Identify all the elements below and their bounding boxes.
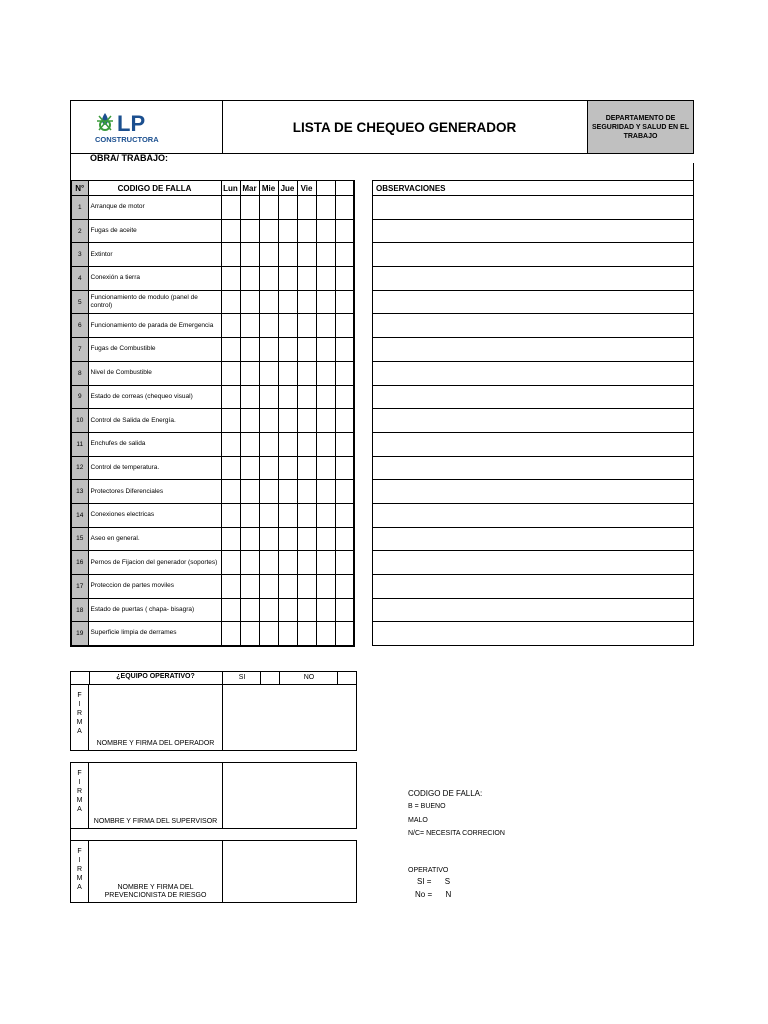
left-divider [70, 154, 71, 181]
table-row [71, 622, 354, 646]
day-check-cell[interactable] [335, 290, 354, 314]
row-label: Extintor [88, 243, 221, 267]
observation-row [373, 527, 694, 551]
obra-label: OBRA/ TRABAJO: [90, 153, 168, 163]
operativo-no-box[interactable] [337, 672, 357, 684]
day-check-cell[interactable] [316, 267, 335, 291]
day-check-cell[interactable] [240, 622, 259, 646]
row-label: Estado de puertas ( chapa- bisagra) [88, 598, 221, 622]
day-check-cell[interactable] [297, 243, 316, 267]
day-check-cell[interactable] [335, 503, 354, 527]
day-check-cell[interactable] [221, 551, 240, 575]
day-check-cell[interactable] [259, 314, 278, 338]
day-check-cell[interactable] [240, 598, 259, 622]
day-check-cell[interactable] [316, 575, 335, 599]
day-check-cell[interactable] [278, 456, 297, 480]
day-check-cell[interactable] [316, 290, 335, 314]
row-number: 5 [71, 290, 88, 314]
day-check-cell[interactable] [240, 361, 259, 385]
row-number: 11 [71, 432, 88, 456]
day-check-cell[interactable] [278, 385, 297, 409]
day-check-cell[interactable] [316, 338, 335, 362]
day-check-cell[interactable] [240, 456, 259, 480]
observation-cell[interactable] [373, 432, 694, 456]
firma-prevencionista-box[interactable] [222, 841, 357, 902]
observation-cell[interactable] [373, 314, 694, 338]
row-number: 6 [71, 314, 88, 338]
day-check-cell[interactable] [297, 456, 316, 480]
observations-header: OBSERVACIONES [373, 181, 694, 196]
table-row [71, 503, 354, 527]
row-number: 14 [71, 503, 88, 527]
observation-row [373, 598, 694, 622]
day-check-cell[interactable] [297, 338, 316, 362]
day-check-cell[interactable] [259, 409, 278, 433]
day-check-cell[interactable] [259, 196, 278, 220]
firma-operador-box[interactable] [222, 685, 357, 750]
day-check-cell[interactable] [335, 267, 354, 291]
day-check-cell[interactable] [335, 361, 354, 385]
day-check-cell[interactable] [259, 598, 278, 622]
day-check-cell[interactable] [278, 622, 297, 646]
day-check-cell[interactable] [278, 314, 297, 338]
firma-vertical-label: F I R M A [71, 763, 89, 828]
observation-cell[interactable] [373, 480, 694, 504]
day-check-cell[interactable] [259, 432, 278, 456]
observation-cell[interactable] [373, 196, 694, 220]
observation-cell[interactable] [373, 622, 694, 646]
observation-cell[interactable] [373, 338, 694, 362]
table-row [71, 219, 354, 243]
day-check-cell[interactable] [240, 409, 259, 433]
observation-row [373, 409, 694, 433]
day-check-cell[interactable] [297, 409, 316, 433]
observation-cell[interactable] [373, 361, 694, 385]
observation-row [373, 243, 694, 267]
day-check-cell[interactable] [259, 480, 278, 504]
day-check-cell[interactable] [259, 290, 278, 314]
day-check-cell[interactable] [335, 338, 354, 362]
row-label: Proteccion de partes moviles [88, 575, 221, 599]
day-check-cell[interactable] [316, 527, 335, 551]
observation-cell[interactable] [373, 527, 694, 551]
day-check-cell[interactable] [278, 527, 297, 551]
observation-cell[interactable] [373, 219, 694, 243]
table-row [71, 385, 354, 409]
day-check-cell[interactable] [316, 409, 335, 433]
row-label: Superficie limpia de derrames [88, 622, 221, 646]
day-check-cell[interactable] [259, 338, 278, 362]
table-row [71, 598, 354, 622]
table-row [71, 527, 354, 551]
day-check-cell[interactable] [259, 622, 278, 646]
row-label: Nivel de Combustible [88, 361, 221, 385]
observation-row [373, 314, 694, 338]
day-check-cell[interactable] [278, 432, 297, 456]
col-day-header: Mar [240, 181, 259, 196]
observation-row [373, 267, 694, 291]
day-check-cell[interactable] [221, 527, 240, 551]
observation-cell[interactable] [373, 243, 694, 267]
day-check-cell[interactable] [278, 290, 297, 314]
row-label: Fugas de aceite [88, 219, 221, 243]
table-row [71, 551, 354, 575]
day-check-cell[interactable] [278, 575, 297, 599]
observation-row [373, 338, 694, 362]
col-code-header: CODIGO DE FALLA [88, 181, 221, 196]
day-check-cell[interactable] [240, 432, 259, 456]
day-check-cell[interactable] [335, 456, 354, 480]
table-row [71, 575, 354, 599]
row-number: 10 [71, 409, 88, 433]
firma-prevencionista-block [70, 840, 357, 903]
day-check-cell[interactable] [240, 290, 259, 314]
row-label: Protectores Diferenciales [88, 480, 221, 504]
checklist-table [70, 180, 355, 647]
day-check-cell[interactable] [335, 432, 354, 456]
day-check-cell[interactable] [278, 219, 297, 243]
day-check-cell[interactable] [335, 575, 354, 599]
day-check-cell[interactable] [240, 219, 259, 243]
day-check-cell[interactable] [278, 480, 297, 504]
day-check-cell[interactable] [316, 456, 335, 480]
day-check-cell[interactable] [221, 219, 240, 243]
firma-vertical-label: F I R M A [71, 841, 89, 902]
table-row [71, 480, 354, 504]
day-check-cell[interactable] [297, 267, 316, 291]
day-check-cell[interactable] [259, 219, 278, 243]
firma-operador-label: NOMBRE Y FIRMA DEL OPERADOR [96, 740, 215, 747]
firma-vertical-label: F I R M A [71, 685, 89, 750]
day-check-cell[interactable] [278, 361, 297, 385]
right-divider [693, 163, 694, 181]
day-check-cell[interactable] [259, 551, 278, 575]
row-number: 19 [71, 622, 88, 646]
legend-necesita-correcion: N/C= NECESITA CORRECION [408, 830, 505, 837]
col-day-header [335, 181, 354, 196]
day-check-cell[interactable] [297, 551, 316, 575]
checklist-header-row [71, 181, 354, 196]
observation-cell[interactable] [373, 409, 694, 433]
day-check-cell[interactable] [297, 196, 316, 220]
day-check-cell[interactable] [278, 598, 297, 622]
day-check-cell[interactable] [221, 598, 240, 622]
day-check-cell[interactable] [221, 432, 240, 456]
col-day-header [316, 181, 335, 196]
day-check-cell[interactable] [316, 219, 335, 243]
day-check-cell[interactable] [221, 503, 240, 527]
observation-cell[interactable] [373, 290, 694, 314]
day-check-cell[interactable] [259, 503, 278, 527]
col-num-header: N° [71, 181, 88, 196]
observation-row [373, 290, 694, 314]
company-logo [71, 101, 223, 153]
day-check-cell[interactable] [335, 219, 354, 243]
day-check-cell[interactable] [297, 480, 316, 504]
day-check-cell[interactable] [221, 243, 240, 267]
day-check-cell[interactable] [259, 527, 278, 551]
legend-no: No = N [415, 890, 452, 899]
legend-si: SI = S [417, 877, 451, 886]
legend-malo: MALO [408, 817, 428, 824]
day-check-cell[interactable] [278, 551, 297, 575]
logo-subtext: CONSTRUCTORA [95, 135, 159, 144]
day-check-cell[interactable] [221, 456, 240, 480]
day-check-cell[interactable] [335, 551, 354, 575]
day-check-cell[interactable] [297, 290, 316, 314]
day-check-cell[interactable] [240, 503, 259, 527]
day-check-cell[interactable] [221, 480, 240, 504]
observation-row [373, 503, 694, 527]
day-check-cell[interactable] [240, 575, 259, 599]
row-number: 16 [71, 551, 88, 575]
day-check-cell[interactable] [297, 503, 316, 527]
table-row [71, 267, 354, 291]
table-row [71, 314, 354, 338]
day-check-cell[interactable] [259, 267, 278, 291]
col-day-header: Mie [259, 181, 278, 196]
day-check-cell[interactable] [335, 622, 354, 646]
day-check-cell[interactable] [297, 219, 316, 243]
day-check-cell[interactable] [297, 314, 316, 338]
department-label: DEPARTAMENTO DE SEGURIDAD Y SALUD EN EL TRABAJO [587, 101, 693, 153]
day-check-cell[interactable] [316, 314, 335, 338]
observation-row [373, 575, 694, 599]
legend-bueno: B = BUENO [408, 803, 446, 810]
row-label: Control de Salida de Energía. [88, 409, 221, 433]
row-label: Control de temperatura. [88, 456, 221, 480]
row-label: Aseo en general. [88, 527, 221, 551]
observation-row [373, 480, 694, 504]
day-check-cell[interactable] [221, 622, 240, 646]
row-number: 3 [71, 243, 88, 267]
operativo-no-label: NO [279, 672, 338, 684]
observation-cell[interactable] [373, 503, 694, 527]
day-check-cell[interactable] [297, 361, 316, 385]
day-check-cell[interactable] [259, 243, 278, 267]
row-label: Fugas de Combustible [88, 338, 221, 362]
operativo-row [70, 671, 357, 685]
day-check-cell[interactable] [240, 385, 259, 409]
day-check-cell[interactable] [240, 527, 259, 551]
day-check-cell[interactable] [221, 196, 240, 220]
observation-cell[interactable] [373, 267, 694, 291]
observation-row [373, 456, 694, 480]
day-check-cell[interactable] [335, 598, 354, 622]
day-check-cell[interactable] [259, 456, 278, 480]
observation-cell[interactable] [373, 575, 694, 599]
observation-row [373, 622, 694, 646]
legend-title: CODIGO DE FALLA: [408, 789, 483, 798]
day-check-cell[interactable] [316, 361, 335, 385]
day-check-cell[interactable] [335, 527, 354, 551]
day-check-cell[interactable] [240, 196, 259, 220]
day-check-cell[interactable] [278, 338, 297, 362]
day-check-cell[interactable] [240, 267, 259, 291]
observation-cell[interactable] [373, 385, 694, 409]
operativo-question: ¿EQUIPO OPERATIVO? [116, 673, 195, 680]
observation-cell[interactable] [373, 598, 694, 622]
observation-row [373, 361, 694, 385]
row-number: 7 [71, 338, 88, 362]
day-check-cell[interactable] [221, 409, 240, 433]
row-number: 18 [71, 598, 88, 622]
row-number: 15 [71, 527, 88, 551]
day-check-cell[interactable] [259, 361, 278, 385]
firma-supervisor-box[interactable] [222, 763, 357, 828]
day-check-cell[interactable] [297, 527, 316, 551]
day-check-cell[interactable] [221, 314, 240, 338]
day-check-cell[interactable] [221, 385, 240, 409]
table-row [71, 290, 354, 314]
row-label: Conexiones electricas [88, 503, 221, 527]
row-number: 17 [71, 575, 88, 599]
row-label: Estado de correas (chequeo visual) [88, 385, 221, 409]
day-check-cell[interactable] [335, 385, 354, 409]
table-row [71, 196, 354, 220]
day-check-cell[interactable] [259, 385, 278, 409]
observation-row [373, 385, 694, 409]
row-label: Pernos de Fijacion del generador (soportes) [88, 551, 221, 575]
day-check-cell[interactable] [335, 480, 354, 504]
observations-table [372, 180, 694, 646]
day-check-cell[interactable] [278, 267, 297, 291]
table-row [71, 456, 354, 480]
col-day-header: Jue [278, 181, 297, 196]
row-label: Conexión a tierra [88, 267, 221, 291]
day-check-cell[interactable] [297, 598, 316, 622]
row-number: 12 [71, 456, 88, 480]
day-check-cell[interactable] [221, 338, 240, 362]
day-check-cell[interactable] [316, 385, 335, 409]
day-check-cell[interactable] [316, 598, 335, 622]
day-check-cell[interactable] [316, 480, 335, 504]
day-check-cell[interactable] [278, 503, 297, 527]
row-number: 4 [71, 267, 88, 291]
col-day-header: Vie [297, 181, 316, 196]
logo-icon [71, 101, 222, 153]
row-number: 8 [71, 361, 88, 385]
day-check-cell[interactable] [316, 432, 335, 456]
day-check-cell[interactable] [297, 385, 316, 409]
day-check-cell[interactable] [335, 314, 354, 338]
row-label: Funcionamiento de parada de Emergencia [88, 314, 221, 338]
row-number: 1 [71, 196, 88, 220]
table-row [71, 243, 354, 267]
operativo-si-box[interactable] [260, 672, 280, 684]
day-check-cell[interactable] [316, 196, 335, 220]
day-check-cell[interactable] [278, 409, 297, 433]
row-label: Funcionamiento de modulo (panel de control) [88, 290, 221, 314]
day-check-cell[interactable] [259, 575, 278, 599]
day-check-cell[interactable] [240, 314, 259, 338]
firma-supervisor-block [70, 762, 357, 829]
day-check-cell[interactable] [278, 243, 297, 267]
observation-row [373, 432, 694, 456]
day-check-cell[interactable] [240, 243, 259, 267]
day-check-cell[interactable] [316, 622, 335, 646]
day-check-cell[interactable] [297, 622, 316, 646]
observation-cell[interactable] [373, 456, 694, 480]
observation-cell[interactable] [373, 551, 694, 575]
observation-row [373, 196, 694, 220]
table-row [71, 338, 354, 362]
col-day-header: Lun [221, 181, 240, 196]
operativo-si-label: SI [222, 672, 261, 684]
day-check-cell[interactable] [240, 551, 259, 575]
day-check-cell[interactable] [335, 243, 354, 267]
table-row [71, 432, 354, 456]
day-check-cell[interactable] [316, 243, 335, 267]
logo-text: LP [117, 111, 146, 136]
document-header [70, 100, 694, 154]
day-check-cell[interactable] [221, 267, 240, 291]
firma-prevencionista-label: NOMBRE Y FIRMA DEL PREVENCIONISTA DE RIESGO [104, 884, 207, 899]
legend-operativo-title: OPERATIVO [408, 867, 449, 874]
day-check-cell[interactable] [221, 575, 240, 599]
day-check-cell[interactable] [316, 551, 335, 575]
day-check-cell[interactable] [221, 290, 240, 314]
row-number: 2 [71, 219, 88, 243]
table-row [71, 361, 354, 385]
row-label: Enchufes de salida [88, 432, 221, 456]
observation-row [373, 219, 694, 243]
day-check-cell[interactable] [240, 338, 259, 362]
day-check-cell[interactable] [316, 503, 335, 527]
table-row [71, 409, 354, 433]
day-check-cell[interactable] [297, 575, 316, 599]
day-check-cell[interactable] [240, 480, 259, 504]
firma-operador-block [70, 684, 357, 751]
day-check-cell[interactable] [221, 361, 240, 385]
firma-supervisor-label: NOMBRE Y FIRMA DEL SUPERVISOR [93, 818, 218, 825]
day-check-cell[interactable] [297, 432, 316, 456]
row-label: Arranque de motor [88, 196, 221, 220]
observation-row [373, 551, 694, 575]
day-check-cell[interactable] [278, 196, 297, 220]
page-title: LISTA DE CHEQUEO GENERADOR [292, 119, 517, 135]
day-check-cell[interactable] [335, 196, 354, 220]
day-check-cell[interactable] [335, 409, 354, 433]
row-number: 13 [71, 480, 88, 504]
row-number: 9 [71, 385, 88, 409]
